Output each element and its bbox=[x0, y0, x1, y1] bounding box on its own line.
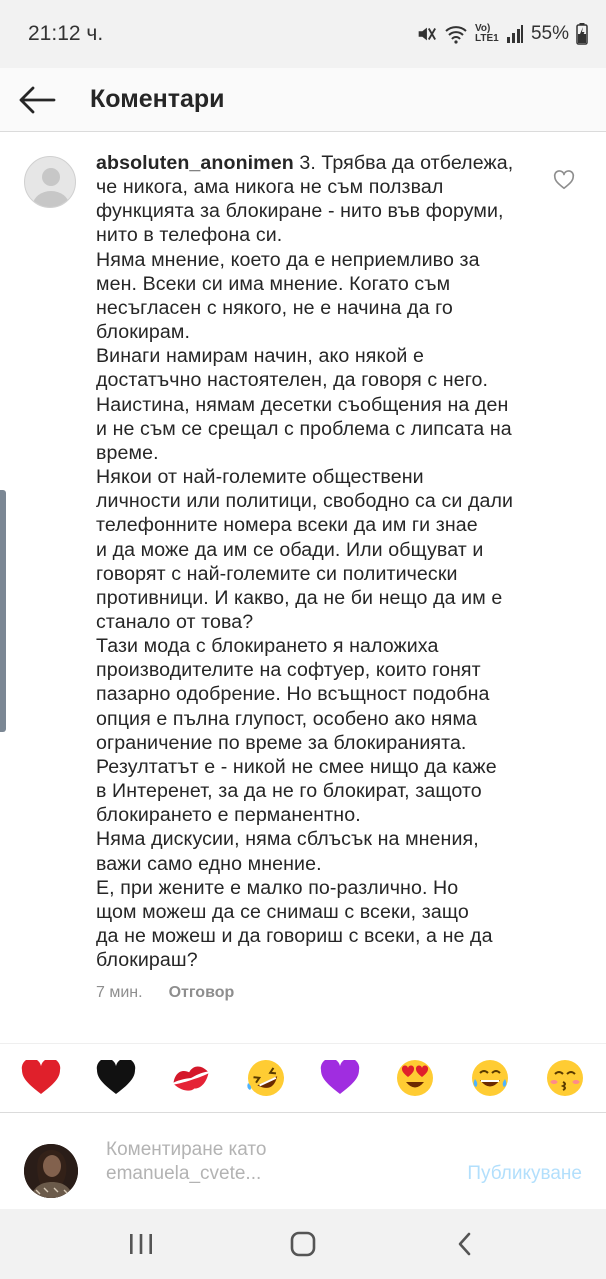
comment-line: Резултатът е - никой не смее нищо да каже bbox=[96, 755, 497, 778]
rolling-laughing-emoji-button[interactable] bbox=[244, 1056, 288, 1100]
like-comment-button[interactable] bbox=[553, 169, 575, 191]
comment-line: производителите на софтуер, които гонят bbox=[96, 659, 481, 682]
comment-line: време. bbox=[96, 441, 159, 464]
comment-line: в Интеренет, за да не го блокират, защото bbox=[96, 780, 482, 803]
kissing-face-emoji-button[interactable] bbox=[543, 1056, 587, 1100]
red-heart-emoji-button[interactable] bbox=[19, 1056, 63, 1100]
app-header bbox=[0, 68, 606, 132]
comment-meta bbox=[96, 984, 234, 1002]
kissing-face-icon bbox=[544, 1057, 586, 1099]
comment-line: личности или политици, свободно са си дали bbox=[96, 490, 514, 513]
kiss-mark-icon bbox=[170, 1061, 212, 1095]
comment-line: блокираш? bbox=[96, 949, 198, 972]
comment-line: мен. Всеки си има мнение. Когато съм bbox=[96, 272, 451, 295]
placeholder-line1: Коментиране като bbox=[106, 1139, 267, 1160]
comment-line: че никога, ама никога не съм ползвал bbox=[96, 176, 444, 199]
comment-line: блокирам. bbox=[96, 321, 191, 344]
kiss-mark-emoji-button[interactable] bbox=[169, 1056, 213, 1100]
comment-line: Винаги намирам начин, ако някой е bbox=[96, 345, 424, 368]
black-heart-emoji-button[interactable] bbox=[94, 1056, 138, 1100]
purple-heart-icon bbox=[320, 1060, 360, 1096]
comment-line: функцията за блокиране - нито във форуми, bbox=[96, 200, 504, 223]
mute-icon bbox=[415, 23, 437, 45]
black-heart-icon bbox=[96, 1060, 136, 1096]
comment-line: Тази мода с блокирането я наложиха bbox=[96, 635, 439, 658]
heart-eyes-emoji-button[interactable] bbox=[393, 1056, 437, 1100]
comment-line: несъгласен с някого, не е начина да го bbox=[96, 296, 453, 319]
recent-apps-button[interactable] bbox=[111, 1214, 171, 1274]
comment-line: нито в телефона си. bbox=[96, 224, 283, 247]
comment-username[interactable]: absoluten_anonimen bbox=[96, 152, 294, 174]
comment-text bbox=[96, 151, 538, 972]
comment-line: Няма мнение, което да е неприемливо за bbox=[96, 248, 480, 271]
comment-line: станало от това? bbox=[96, 610, 254, 633]
publish-button[interactable]: Публикуване bbox=[467, 1163, 582, 1184]
chevron-left-icon bbox=[455, 1231, 475, 1257]
comment-line: Е, при жените е малко по-различно. Но bbox=[96, 876, 459, 899]
comment-line: и не съм се срещал с проблема с липсата на bbox=[96, 417, 512, 440]
comment-line: щом можеш да се снимаш с всеки, защо bbox=[96, 900, 469, 923]
red-heart-icon bbox=[21, 1060, 61, 1096]
rolling-laughing-icon bbox=[245, 1057, 287, 1099]
home-icon bbox=[289, 1230, 317, 1258]
comment-line: телефонните номера всеки да им ги знае bbox=[96, 514, 478, 537]
comment-composer bbox=[0, 1113, 606, 1209]
comment-line: достатъчно настоятелен, да говоря с него. bbox=[96, 369, 489, 392]
comment-line: блокирането е перманентно. bbox=[96, 804, 361, 827]
purple-heart-emoji-button[interactable] bbox=[318, 1056, 362, 1100]
heart-outline-icon bbox=[553, 169, 575, 191]
wifi-icon bbox=[444, 23, 468, 45]
reply-button[interactable]: Отговор bbox=[168, 984, 235, 1001]
page-title: Коментари bbox=[90, 85, 225, 113]
tears-of-joy-emoji-button[interactable] bbox=[468, 1056, 512, 1100]
comment-line: важи само едно мнение. bbox=[96, 852, 322, 875]
profile-photo-icon bbox=[24, 1144, 78, 1198]
comment-line: говорят с най-големите си политически bbox=[96, 562, 458, 585]
system-back-button[interactable] bbox=[435, 1214, 495, 1274]
home-button[interactable] bbox=[273, 1214, 333, 1274]
comment-line: опция е пълна глупост, особено ако няма bbox=[96, 707, 478, 730]
comment-line: да не можеш и да говориш с всеки, а не да bbox=[96, 925, 493, 947]
comment-line: Някои от най-големите обществени bbox=[96, 466, 424, 489]
comment-input[interactable] bbox=[106, 1138, 266, 1186]
current-user-avatar bbox=[24, 1144, 78, 1198]
back-button[interactable] bbox=[2, 68, 72, 132]
default-avatar-icon bbox=[25, 157, 76, 208]
comment-line: ограничение по време за блокиранията. bbox=[96, 731, 467, 754]
placeholder-line2: emanuela_cvete... bbox=[106, 1163, 262, 1184]
comment-line: противници. И какво, да не би нещо да им е bbox=[96, 586, 503, 609]
comment-line: absoluten_anonimen 3. Трябва да отбележа, bbox=[96, 152, 514, 174]
comment-time: 7 мин. bbox=[96, 984, 143, 1001]
status-bar bbox=[0, 0, 606, 68]
status-icons bbox=[415, 23, 588, 45]
edge-scroll-handle[interactable] bbox=[0, 490, 6, 732]
battery-icon bbox=[576, 23, 588, 45]
comment-line: пазарно одобрение. Но всъщност подобна bbox=[96, 683, 490, 706]
signal-icon bbox=[506, 24, 524, 44]
emoji-reaction-bar bbox=[0, 1043, 606, 1113]
network-type: Vo) LTE1 bbox=[474, 23, 499, 44]
tears-of-joy-icon bbox=[469, 1057, 511, 1099]
comment-line: Няма дискусии, няма сблъсък на мнения, bbox=[96, 828, 479, 851]
status-time: 21:12 ч. bbox=[28, 22, 104, 45]
heart-eyes-icon bbox=[394, 1057, 436, 1099]
comment-line: Наистина, нямам десетки съобщения на ден bbox=[96, 393, 509, 416]
commenter-avatar[interactable] bbox=[24, 156, 76, 208]
battery-percent: 55% bbox=[530, 23, 569, 44]
comment-line: и да може да им се обади. Или общуват и bbox=[96, 538, 484, 561]
recent-apps-icon bbox=[128, 1232, 154, 1256]
system-nav-bar bbox=[0, 1209, 606, 1279]
arrow-left-icon bbox=[18, 86, 56, 114]
